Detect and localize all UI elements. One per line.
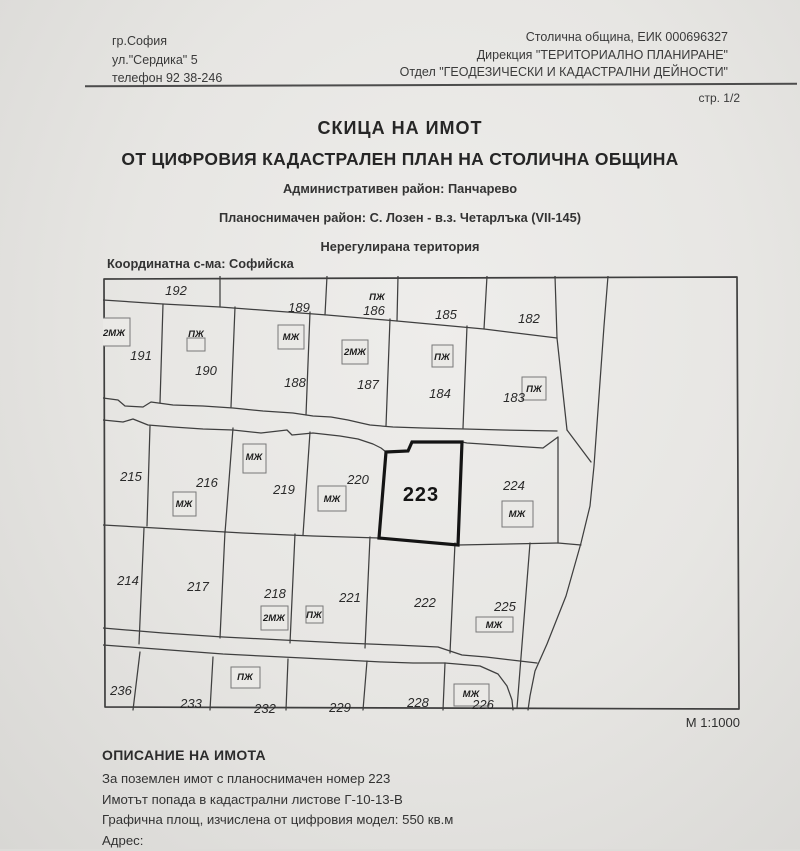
parcel-boundary	[133, 652, 140, 710]
parcel-label: 220	[346, 472, 369, 487]
page-number: стр. 1/2	[698, 91, 740, 105]
parcel-boundary	[139, 528, 144, 644]
parcel-label: 215	[119, 469, 142, 484]
parcel-boundary	[306, 312, 310, 415]
parcel-label: 236	[109, 683, 132, 698]
description-line: Адрес:	[102, 831, 453, 851]
parcel-label: 186	[363, 303, 385, 318]
parcel-boundary	[290, 534, 295, 643]
building-type-label: МЖ	[283, 332, 301, 343]
parcel-boundary	[443, 663, 445, 710]
header-office-address	[112, 32, 222, 88]
parcel-label: 225	[493, 599, 516, 614]
parcel-boundary	[463, 326, 467, 428]
parcel-boundary	[231, 307, 235, 407]
header-municipality-block	[400, 29, 728, 82]
parcel-boundary	[386, 319, 390, 426]
admin-region-line: Административен район: Панчарево	[0, 181, 800, 196]
building-type-label: 2МЖ	[103, 328, 126, 339]
header-address-line: телефон 92 38-246	[112, 69, 222, 88]
building-type-label: ПЖ	[369, 292, 386, 303]
parcel-label: 184	[429, 386, 451, 401]
parcel-label: 190	[195, 363, 217, 378]
parcel-label: 232	[253, 701, 276, 713]
survey-region-line: Планоснимачен район: С. Лозен - в.з. Четарлъка (VII-145)	[0, 210, 800, 225]
parcel-boundary	[363, 661, 367, 710]
parcel-boundary	[450, 543, 455, 653]
parcel-boundary	[103, 398, 557, 431]
parcel-boundary	[286, 659, 288, 710]
parcel-boundary	[147, 426, 150, 526]
building-type-label: МЖ	[463, 689, 481, 700]
parcel-label: 228	[406, 695, 429, 710]
parcel-boundary	[103, 300, 557, 338]
building-type-label: ПЖ	[434, 352, 451, 363]
parcel-label: 218	[263, 586, 286, 601]
description-line: За поземлен имот с планоснимачен номер 223	[102, 769, 453, 790]
building-type-label: МЖ	[509, 509, 527, 520]
parcel-label: 188	[284, 375, 306, 390]
parcel-boundary	[103, 645, 445, 663]
building-type-label: ПЖ	[526, 384, 543, 395]
parcel-label-highlighted: 223	[403, 484, 439, 506]
parcel-boundary	[325, 276, 327, 315]
parcel-label: 187	[357, 377, 379, 392]
parcel-label: 183	[503, 390, 525, 405]
building-type-label: 2МЖ	[262, 613, 286, 624]
parcel-boundary	[220, 531, 225, 638]
parcel-label: 189	[288, 300, 310, 315]
parcel-boundary	[567, 430, 591, 462]
parcel-label: 185	[435, 307, 457, 322]
parcel-label: 192	[165, 283, 187, 298]
parcel-label: 222	[413, 595, 436, 610]
parcel-label: 226	[471, 697, 494, 712]
parcel-boundary	[517, 543, 530, 708]
header-municipality-line: Столична община, ЕИК 000696327	[400, 29, 728, 47]
map-scale-label: М 1:1000	[686, 715, 740, 730]
header-address-line: ул."Сердика" 5	[112, 51, 222, 70]
parcel-label: 229	[328, 700, 351, 713]
cadastral-map	[103, 276, 740, 713]
building-type-label: МЖ	[176, 499, 194, 510]
parcel-boundary	[557, 338, 567, 430]
description-line: Имотът попада в кадастрални листове Г-10-13-В	[102, 790, 453, 811]
parcel-boundary	[528, 276, 608, 710]
parcel-boundary	[210, 657, 213, 710]
description-heading: ОПИСАНИЕ НА ИМОТА	[102, 747, 266, 763]
parcel-boundary	[397, 276, 398, 321]
building-type-label: МЖ	[246, 452, 264, 463]
parcel-boundary	[303, 432, 310, 535]
parcel-label: 182	[518, 311, 540, 326]
parcel-boundary	[458, 543, 558, 545]
parcel-boundary	[555, 276, 557, 338]
parcel-label: 191	[130, 348, 152, 363]
parcel-label: 224	[502, 478, 525, 493]
parcel-boundary	[462, 437, 558, 448]
parcel-boundary	[365, 537, 370, 648]
header-address-line: гр.София	[112, 32, 222, 51]
parcel-label: 217	[186, 579, 209, 594]
coordinate-system-label: Координатна с-ма: Софийска	[107, 256, 294, 271]
header-municipality-line: Отдел "ГЕОДЕЗИЧЕСКИ И КАДАСТРАЛНИ ДЕЙНОСТИ"	[400, 64, 728, 82]
building-type-label: ПЖ	[237, 672, 254, 683]
territory-line: Нерегулирана територия	[0, 239, 800, 254]
parcel-label: 214	[116, 573, 139, 588]
building-type-label: ПЖ	[306, 610, 323, 621]
parcel-boundary	[103, 628, 537, 663]
building-type-label: МЖ	[486, 620, 504, 631]
parcel-label: 233	[179, 696, 202, 711]
parcel-boundary	[484, 276, 487, 329]
parcel-label: 219	[272, 482, 295, 497]
parcel-label: 221	[338, 590, 361, 605]
description-body	[102, 769, 453, 851]
building-type-label: ПЖ	[188, 329, 205, 340]
document-title: СКИЦА НА ИМОТ	[0, 118, 800, 139]
parcel-boundary	[225, 428, 233, 533]
document-subtitle: ОТ ЦИФРОВИЯ КАДАСТРАЛЕН ПЛАН НА СТОЛИЧНА ОБЩИНА	[0, 149, 800, 170]
header-municipality-line: Дирекция "ТЕРИТОРИАЛНО ПЛАНИРАНЕ"	[400, 47, 728, 65]
description-line: Графична площ, изчислена от цифровия модел: 550 кв.м	[102, 810, 453, 831]
parcel-boundary	[558, 543, 581, 545]
parcel-boundary	[160, 304, 163, 403]
building-type-label: МЖ	[324, 494, 342, 505]
parcel-label: 216	[195, 475, 218, 490]
building-type-label: 2МЖ	[343, 347, 367, 358]
